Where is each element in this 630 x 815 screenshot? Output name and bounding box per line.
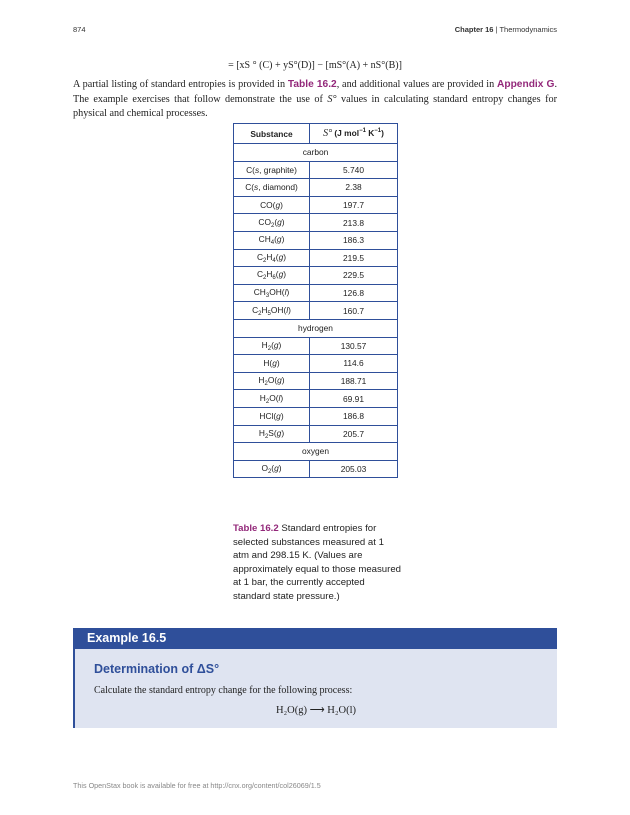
table-row xyxy=(234,407,398,425)
substance-cell: $H_2S(g)$ xyxy=(234,425,310,443)
substance-cell: HCl(g) xyxy=(234,407,310,425)
substance-cell: $H_2O(g)$ xyxy=(234,372,310,390)
group-label: oxygen xyxy=(234,443,398,461)
table-row xyxy=(234,196,398,214)
table-row xyxy=(234,231,398,249)
value-cell: 205.03 xyxy=(310,460,398,478)
group-row-carbon xyxy=(234,144,398,162)
substance-cell: H(g) xyxy=(234,355,310,373)
caption-text: Standard entropies for selected substances measured at 1 atm and 298.15 K. (Values are approximately equal to those measured at 1 bar, the currently accepted standard state pressure.) xyxy=(233,523,401,602)
s-symbol: S° xyxy=(327,93,337,105)
group-label: carbon xyxy=(234,144,398,162)
units-exponent-1: −1 xyxy=(359,128,366,135)
example-header: Example 16.5 xyxy=(73,628,557,649)
substance-cell: $H_2O(l)$ xyxy=(234,390,310,408)
table-row xyxy=(234,372,398,390)
chapter-label: Chapter 16 xyxy=(454,25,494,34)
entropy-symbol: S° xyxy=(323,128,333,139)
entropy-equation: = [xS ° (C) + yS°(D)] − [mS°(A) + nS°(B)] xyxy=(228,60,402,71)
table-row xyxy=(234,337,398,355)
value-cell: 197.7 xyxy=(310,196,398,214)
table-16-2-link[interactable]: Table 16.2 xyxy=(287,79,337,90)
section-label: Thermodynamics xyxy=(499,25,557,34)
table-header-row xyxy=(234,124,398,144)
units-kelvin: K xyxy=(365,128,375,138)
intro-paragraph xyxy=(73,78,557,122)
substance-cell: $CO_2(g)$ xyxy=(234,214,310,232)
group-label: hydrogen xyxy=(234,319,398,337)
entropy-header xyxy=(310,124,398,144)
example-equation: H₂O(g) ⟶ H₂O(l) xyxy=(275,705,357,716)
intro-text-2: , and additional values are provided in xyxy=(336,79,497,90)
intro-text-1: A partial listing of standard entropies is provided in xyxy=(73,79,288,90)
value-cell: 114.6 xyxy=(310,355,398,373)
example-box xyxy=(73,649,557,728)
header-separator: | xyxy=(493,25,500,34)
units-text: (J mol xyxy=(334,128,360,138)
intro-text-3: . The example exercises that follow demonstrate the use of xyxy=(73,79,557,105)
value-cell: 219.5 xyxy=(310,249,398,267)
value-cell: 186.8 xyxy=(310,407,398,425)
table-row xyxy=(234,267,398,285)
substance-cell: $H_2(g)$ xyxy=(234,337,310,355)
table-row xyxy=(234,425,398,443)
value-cell: 186.3 xyxy=(310,231,398,249)
value-cell: 2.38 xyxy=(310,179,398,197)
value-cell: 205.7 xyxy=(310,425,398,443)
substance-cell: C(s, diamond) xyxy=(234,179,310,197)
table-row xyxy=(234,179,398,197)
units-close: ) xyxy=(381,128,384,138)
running-header xyxy=(455,25,557,34)
table-row xyxy=(234,284,398,302)
table-row xyxy=(234,460,398,478)
substance-cell: $CH_3OH(l)$ xyxy=(234,284,310,302)
substance-cell: $CH_4(g)$ xyxy=(234,231,310,249)
standard-entropies-table xyxy=(233,123,398,478)
example-text: Calculate the standard entropy change for the following process: xyxy=(94,685,353,696)
intro-text-4: values in calculating standard entropy changes for physical and chemical processes. xyxy=(73,93,557,119)
example-title: Determination of ΔS° xyxy=(94,662,220,676)
group-row-hydrogen xyxy=(234,319,398,337)
substance-cell: CO(g) xyxy=(234,196,310,214)
value-cell: 69.91 xyxy=(310,390,398,408)
value-cell: 229.5 xyxy=(310,267,398,285)
table-row xyxy=(234,355,398,373)
table-row xyxy=(234,390,398,408)
appendix-g-link[interactable]: Appendix G xyxy=(497,79,555,90)
substance-cell: C(s, graphite) xyxy=(234,161,310,179)
value-cell: 130.57 xyxy=(310,337,398,355)
substance-cell: $C_2H_5OH(l)$ xyxy=(234,302,310,320)
value-cell: 188.71 xyxy=(310,372,398,390)
footer-note: This OpenStax book is available for free at http://cnx.org/content/col26069/1.5 xyxy=(73,781,321,790)
substance-cell: $O_2(g)$ xyxy=(234,460,310,478)
value-cell: 160.7 xyxy=(310,302,398,320)
value-cell: 213.8 xyxy=(310,214,398,232)
caption-label: Table 16.2 xyxy=(233,523,279,534)
table-caption xyxy=(233,522,401,603)
substance-cell: $C_2H_6(g)$ xyxy=(234,267,310,285)
group-row-oxygen xyxy=(234,443,398,461)
table-row xyxy=(234,249,398,267)
table-row xyxy=(234,302,398,320)
table-row xyxy=(234,214,398,232)
value-cell: 126.8 xyxy=(310,284,398,302)
units-exponent-2: −1 xyxy=(374,128,382,135)
value-cell: 5.740 xyxy=(310,161,398,179)
page-number: 874 xyxy=(73,25,86,34)
table-row xyxy=(234,161,398,179)
substance-cell: $C_2H_4(g)$ xyxy=(234,249,310,267)
substance-header: Substance xyxy=(234,124,310,144)
